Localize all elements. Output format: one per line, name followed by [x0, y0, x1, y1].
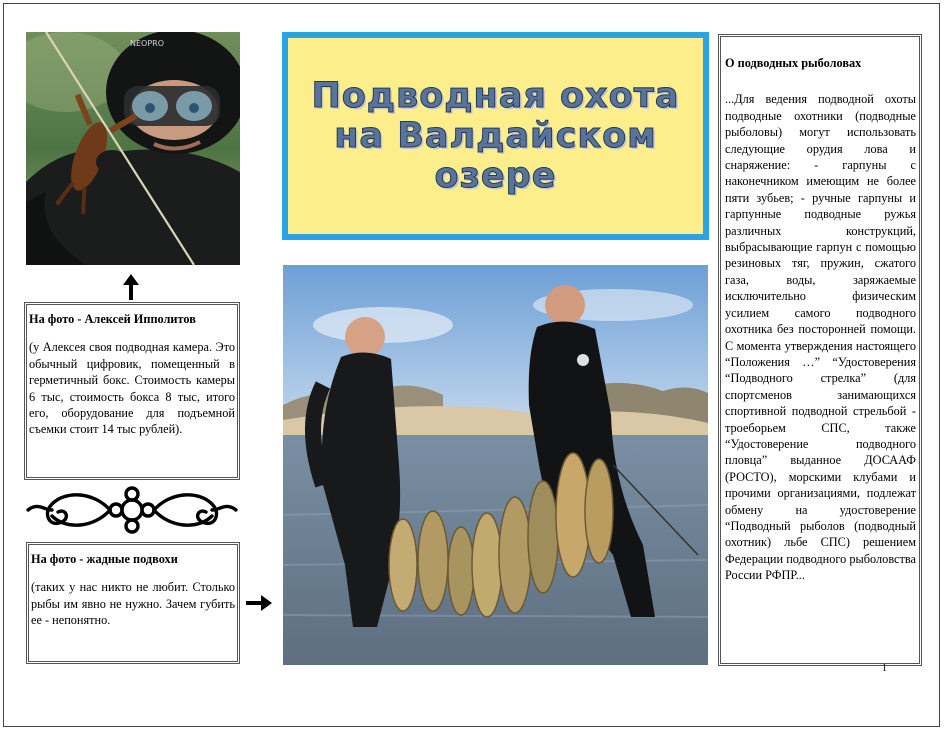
- fishermen-catch-photo: [283, 265, 708, 665]
- page-number: 1: [882, 663, 887, 674]
- article-title: О подводных рыболовах: [725, 56, 862, 70]
- arrow-up-icon: [122, 274, 140, 300]
- title-line-3: озере: [434, 156, 557, 196]
- decorative-ornament: [24, 484, 240, 536]
- caption-bottom-title: На фото - жадные подвохи: [31, 552, 178, 566]
- title-line-1: Подводная охота: [311, 76, 680, 116]
- arrow-right-icon: [246, 594, 272, 612]
- caption-top-text: (у Алексея своя подводная камера. Это обычный цифровик, помещенный в герметичный бокс. Стоимость камеры 6 тыс, стоимость бокса 8 тыс, итого его, оборудование для подъемной съемки стоит 14 тыс рублей).: [29, 340, 235, 437]
- article-column: [718, 34, 922, 666]
- caption-top-box: [24, 302, 240, 480]
- caption-top-title: На фото - Алексей Ипполитов: [29, 312, 196, 326]
- diver-photo: [26, 32, 240, 265]
- caption-bottom-box: [26, 542, 240, 664]
- page-title: [311, 76, 679, 196]
- mask-brand-text: NEOPRO: [130, 39, 165, 48]
- article-text: ...Для ведения подводной охоты подводные охотники (подводные рыболовы) могут использовать следующие орудия лова и снаряжение: - гарпуны с наконечником имеющим не более пяти зубьев; - ручные гарпуны и гарпунные подводные ружья различных конструкций, выбрасывающие гарпун с помощью резиновых тяг, пружин, сжатого газа, воды, заряжаемые исключительно физическим усилием самого подводного охотника без посторонней помощи. С момента утверждения настоящего “Положения …” “Удостоверения “Подводного стрелка” (для спортсменов занимающихся спортивной подводной стрельбой - троеборьем СПС, также “Удостоверение подводного пловца” выданное ДОСААФ (РОСТО), морскими клубами и прочими организациями, подлежат обмену на удостоверение “Подводный рыболов (подводный охотник) льбе СПС) решением Федерации подводного рыболовства России РФПР...: [725, 92, 916, 583]
- caption-bottom-text: (таких у нас никто не любит. Столько рыбы им явно не нужно. Зачем губить ее - непонятно.: [31, 580, 235, 628]
- title-line-2: на Валдайском: [334, 116, 657, 156]
- title-banner: [282, 32, 709, 240]
